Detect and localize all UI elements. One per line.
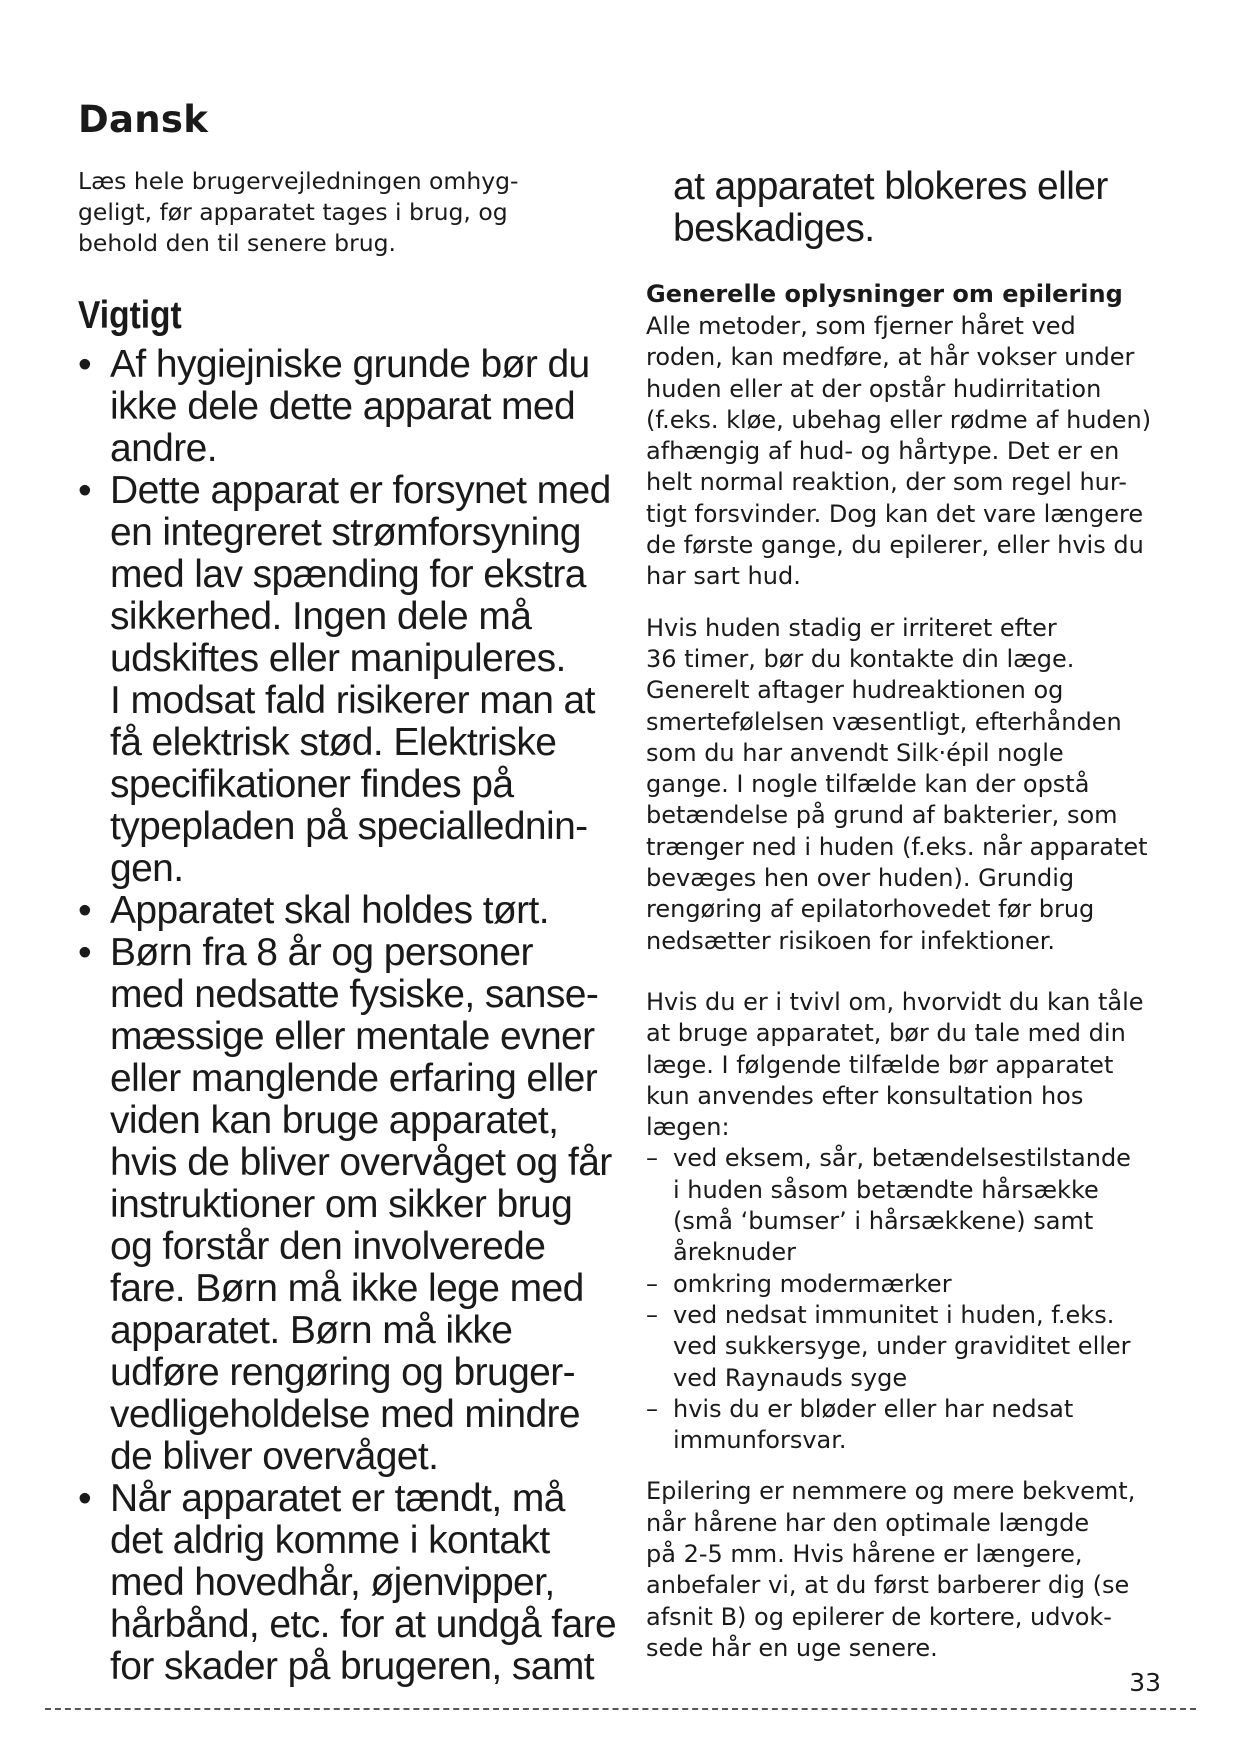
contraindication-item-4 [646, 1394, 1186, 1457]
important-item-4 [78, 932, 618, 1478]
footer-rule [45, 1708, 1196, 1710]
general-paragraph-2: Hvis huden stadig er irriteret efter 36 timer, bør du kontakte din læge. Generelt aftager hudreaktionen og smertefølelsen væsentligt, efterhånden som du har anvendt Silk·épil nogle gange. I nogle tilfælde kan der opstå betændelse på grund af bakterier, som trænger ned i huden (f.eks. når apparatet bevæges hen over huden). Grundig rengøring af epilatorhovedet før brug nedsætter risikoen for infektioner. [646, 613, 1148, 955]
important-item-2 [78, 470, 618, 890]
bullet-icon: • [78, 343, 92, 386]
dash-icon: – [646, 1269, 658, 1298]
important-item-text: Apparatet skal holdes tørt. [110, 889, 550, 932]
bullet-icon: • [78, 931, 92, 974]
important-list [78, 344, 618, 1688]
general-paragraph-3: Hvis du er i tvivl om, hvorvidt du kan tåle at bruge apparatet, bør du tale med din læge. I følgende tilfælde bør apparatet kun anvendes efter konsultation hos lægen: [646, 987, 1144, 1142]
important-item-text: Dette apparat er forsynet med en integreret strømforsyning med lav spænding for ekstra sikkerhed. Ingen dele må udskiftes eller manipuleres. I modsat fald risikerer man at få elektrisk stød. Elektriske specifikationer findes på typepladen på speciallednin- gen. [110, 469, 611, 890]
intro-paragraph: Læs hele brugervejledningen omhyg- geligt, før apparatet tages i brug, og behold den til senere brug. [78, 167, 519, 257]
important-item-text: Af hygiejniske grunde bør du ikke dele dette apparat med andre. [110, 343, 590, 470]
important-item-text: Børn fra 8 år og personer med nedsatte fysiske, sanse- mæssige eller mentale evner eller manglende erfaring eller viden kan bruge apparatet, hvis de bliver overvåget og får instruktioner om sikker brug og forstår den involverede fare. Børn må ikke lege med apparatet. Børn må ikke udføre rengøring og bruger- vedligeholdelse med mindre de bliver overvåget. [110, 931, 612, 1478]
bullet-icon: • [78, 469, 92, 512]
general-paragraph-1: Alle metoder, som fjerner håret ved roden, kan medføre, at hår vokser under huden eller at der opstår hudirritation (f.eks. kløe, ubehag eller rødme af huden) afhængig af hud- og hårtype. Det er en helt normal reaktion, der som regel hur- tigt forsvinder. Dog kan det vare længere de første gange, du epilerer, eller hvis du har sart hud. [646, 312, 1152, 591]
important-item-5-continuation: at apparatet blokeres eller beskadiges. [673, 165, 1108, 250]
general-paragraph-4: Epilering er nemmere og mere bekvemt, når hårene har den optimale længde på 2-5 mm. Hvis hårene er længere, anbefaler vi, at du først barberer dig (se afsnit B) og epilerer de kortere, udvok- sede hår en uge senere. [646, 1477, 1136, 1662]
contraindication-item-1 [646, 1143, 1186, 1268]
important-heading: Vigtigt [78, 294, 182, 337]
important-item-5 [78, 1478, 618, 1688]
bullet-icon: • [78, 1477, 92, 1520]
general-heading: Generelle oplysninger om epilering [646, 280, 1123, 308]
contraindication-item-2 [646, 1269, 1186, 1300]
page-title: Dansk [78, 98, 209, 141]
page-number: 33 [1129, 1668, 1161, 1697]
contraindication-list [646, 1143, 1186, 1456]
dash-icon: – [646, 1394, 658, 1423]
contraindication-text: ved eksem, sår, betændelsestilstande i huden såsom betændte hårsække (små ‘bumser’ i hårsækkene) samt åreknuder [673, 1144, 1131, 1267]
dash-icon: – [646, 1300, 658, 1329]
contraindication-text: hvis du er bløder eller har nedsat immunforsvar. [673, 1394, 1074, 1455]
contraindication-text: omkring modermærker [673, 1269, 952, 1298]
left-column [78, 166, 618, 1688]
dash-icon: – [646, 1144, 658, 1173]
important-item-text: Når apparatet er tændt, må det aldrig komme i kontakt med hovedhår, øjenvipper, hårbånd, etc. for at undgå fare for skader på brugeren, samt [110, 1477, 617, 1688]
bullet-icon: • [78, 889, 92, 932]
important-item-3 [78, 890, 618, 932]
important-item-1 [78, 344, 618, 470]
right-column [646, 166, 1186, 1684]
contraindication-item-3 [646, 1300, 1186, 1394]
contraindication-text: ved nedsat immunitet i huden, f.eks. ved sukkersyge, under graviditet eller ved Raynauds syge [673, 1300, 1131, 1392]
